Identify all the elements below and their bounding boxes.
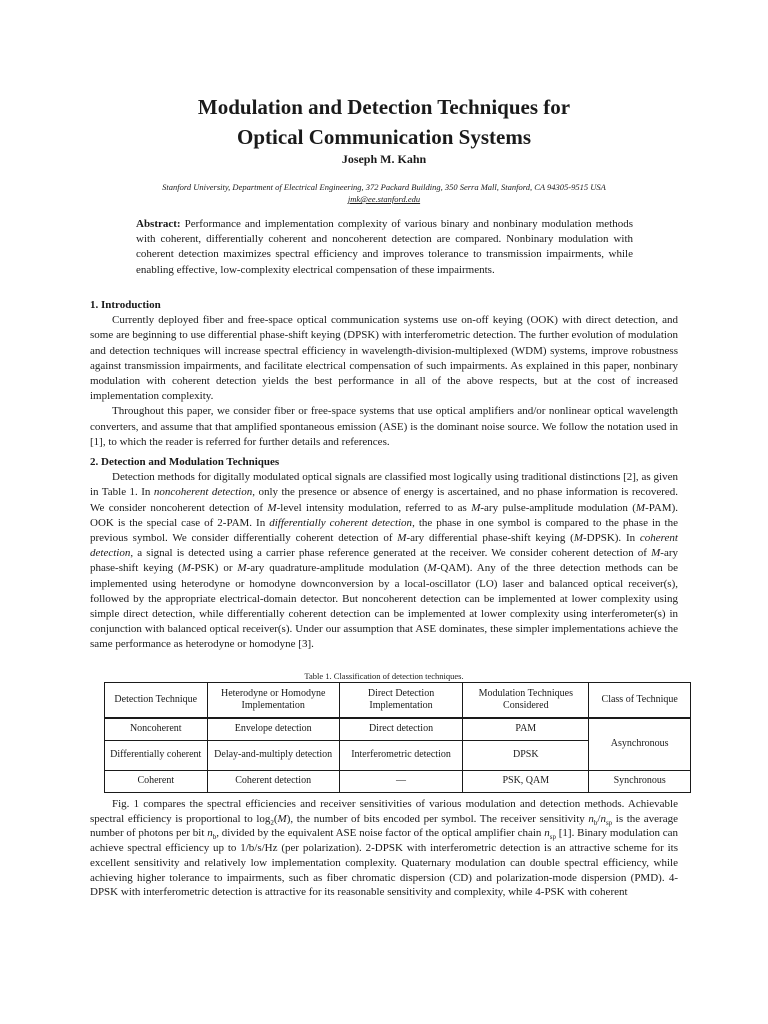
abstract bbox=[136, 217, 633, 278]
section-heading: 2. Detection and Modulation Techniques bbox=[90, 456, 280, 468]
title-line-2: Optical Communication Systems bbox=[237, 125, 531, 149]
table-cell: Synchronous bbox=[589, 770, 691, 792]
abstract-text: Performance and implementation complexity of various binary and nonbinary modulation methods with coherent, differentially coherent and noncoherent detection are compared. Nonbinary modulation with coherent detection maximizes spectral efficiency and improves tolerance to transmission impairments, while enabling effective, low-complexity electrical compensation of these impairments. bbox=[136, 218, 633, 276]
table-cell: Coherent detection bbox=[207, 770, 339, 792]
table-cell: Envelope detection bbox=[207, 718, 339, 740]
table-cell: Direct detection bbox=[339, 718, 462, 740]
column-header: Direct Detection Implementation bbox=[339, 683, 462, 719]
table-header-row bbox=[105, 683, 691, 719]
paragraph: Currently deployed fiber and free-space optical communication systems use on-off keying (OOK) with direct detection, and some are beginning to use differential phase-shift keying (DPSK) with interferometric detection. The further evolution of modulation and detection techniques will increase spectral efficiency in wavelength-division-multiplexed (WDM) systems, improve robustness against transmission impairments, and facilitate electrical compensation of such impairments. As explained in this paper, nonbinary modulation with coherent detection yields the best performance in all of the above respects, but at the cost of increased implementation complexity. bbox=[90, 314, 678, 403]
abstract-label: Abstract: bbox=[136, 218, 181, 230]
column-header: Heterodyne or Homodyne Implementation bbox=[207, 683, 339, 719]
table-cell: Coherent bbox=[105, 770, 208, 792]
column-header: Modulation Techniques Considered bbox=[463, 683, 589, 719]
section-detection-modulation bbox=[90, 455, 678, 653]
table-cell: Delay-and-multiply detection bbox=[207, 740, 339, 770]
table-cell-class: Asynchronous bbox=[589, 718, 691, 770]
table-row bbox=[105, 718, 691, 740]
column-header: Class of Technique bbox=[589, 683, 691, 719]
table-cell: PAM bbox=[463, 718, 589, 740]
table-cell: PSK, QAM bbox=[463, 770, 589, 792]
affiliation-block bbox=[0, 181, 768, 205]
affiliation: Stanford University, Department of Electrical Engineering, 372 Packard Building, 350 Serra Mall, Stanford, CA 94305-9515 USA bbox=[162, 182, 606, 192]
email-link[interactable]: jmk@ee.stanford.edu bbox=[347, 194, 421, 204]
paragraph: Throughout this paper, we consider fiber or free-space systems that use optical amplifiers and/or nonlinear optical wavelength converters, and assume that that amplified spontaneous emission (ASE) is the dominant noise source. We follow the notation used in [1], to which the reader is referred for further details and references. bbox=[90, 405, 678, 448]
table-cell: Differentially coherent bbox=[105, 740, 208, 770]
table-cell: Interferometric detection bbox=[339, 740, 462, 770]
classification-table bbox=[104, 682, 691, 793]
table-cell: Noncoherent bbox=[105, 718, 208, 740]
paragraph: Detection methods for digitally modulated optical signals are classified most logically using traditional distinctions [2], as given in Table 1. In noncoherent detection, only the presence or absence of energy is ascertained, and no phase information is recovered. We consider noncoherent detection of M-level intensity modulation, referred to as M-ary pulse-amplitude modulation (M-PAM). OOK is the special case of 2-PAM. In differentially coherent detection, the phase in one symbol is compared to the phase in the previous symbol. We consider differentially coherent detection of M-ary differential phase-shift keying (M-DPSK). In coherent detection, a signal is detected using a carrier phase reference generated at the receiver. We consider coherent detection of M-ary phase-shift keying (M-PSK) or M-ary quadrature-amplitude modulation (M-QAM). Any of the three detection methods can be implemented using heterodyne or homodyne downconversion by a local-oscillator (LO) laser and balanced optical receiver(s), followed by the appropriate electrical-domain detector. But noncoherent detection can be implemented at lower complexity using simple direct detection, while differentially coherent detection can be implemented at lower complexity using interferometer(s) in conjunction with balanced optical receiver(s). Under our assumption that ASE dominates, these simpler implementations achieve the same performance as heterodyne or homodyne [3]. bbox=[90, 471, 678, 651]
table-cell: DPSK bbox=[463, 740, 589, 770]
table-row bbox=[105, 770, 691, 792]
table-caption: Table 1. Classification of detection techniques. bbox=[304, 671, 464, 681]
table-cell: — bbox=[339, 770, 462, 792]
column-header: Detection Technique bbox=[105, 683, 208, 719]
title-line-1: Modulation and Detection Techniques for bbox=[197, 95, 571, 119]
section-introduction bbox=[90, 298, 678, 450]
paragraph: Fig. 1 compares the spectral efficiencies and receiver sensitivities of various modulation and detection methods. Achievable spectral efficiency is proportional to $\log_2(M)$, the number of bits encoded per symbol. The receiver sensitivity $n_b/n_{sp}$ is the average number of photons per bit $n_b$, divided by the equivalent ASE noise factor of the optical amplifier chain $n_{sp}$ [1]. Binary modulation can achieve spectral efficiency up to 1/b/s/Hz (per polarization). 2-DPSK with interferometric detection is an attractive scheme for its excellent sensitivity and relatively low implementation complexity. Quaternary modulation can double spectral efficiency, while achieving higher tolerance to impairments, such as fiber chromatic dispersion (CD) and polarization-mode dispersion (PMD). 4-DPSK with interferometric detection is attractive for its reasonable sensitivity and complexity, while 4-PSK with coherent bbox=[90, 798, 679, 899]
section-heading: 1. Introduction bbox=[90, 299, 161, 311]
section-detection-continued bbox=[90, 797, 678, 900]
author-name: Joseph M. Kahn bbox=[341, 152, 427, 166]
paper-title bbox=[0, 92, 768, 152]
